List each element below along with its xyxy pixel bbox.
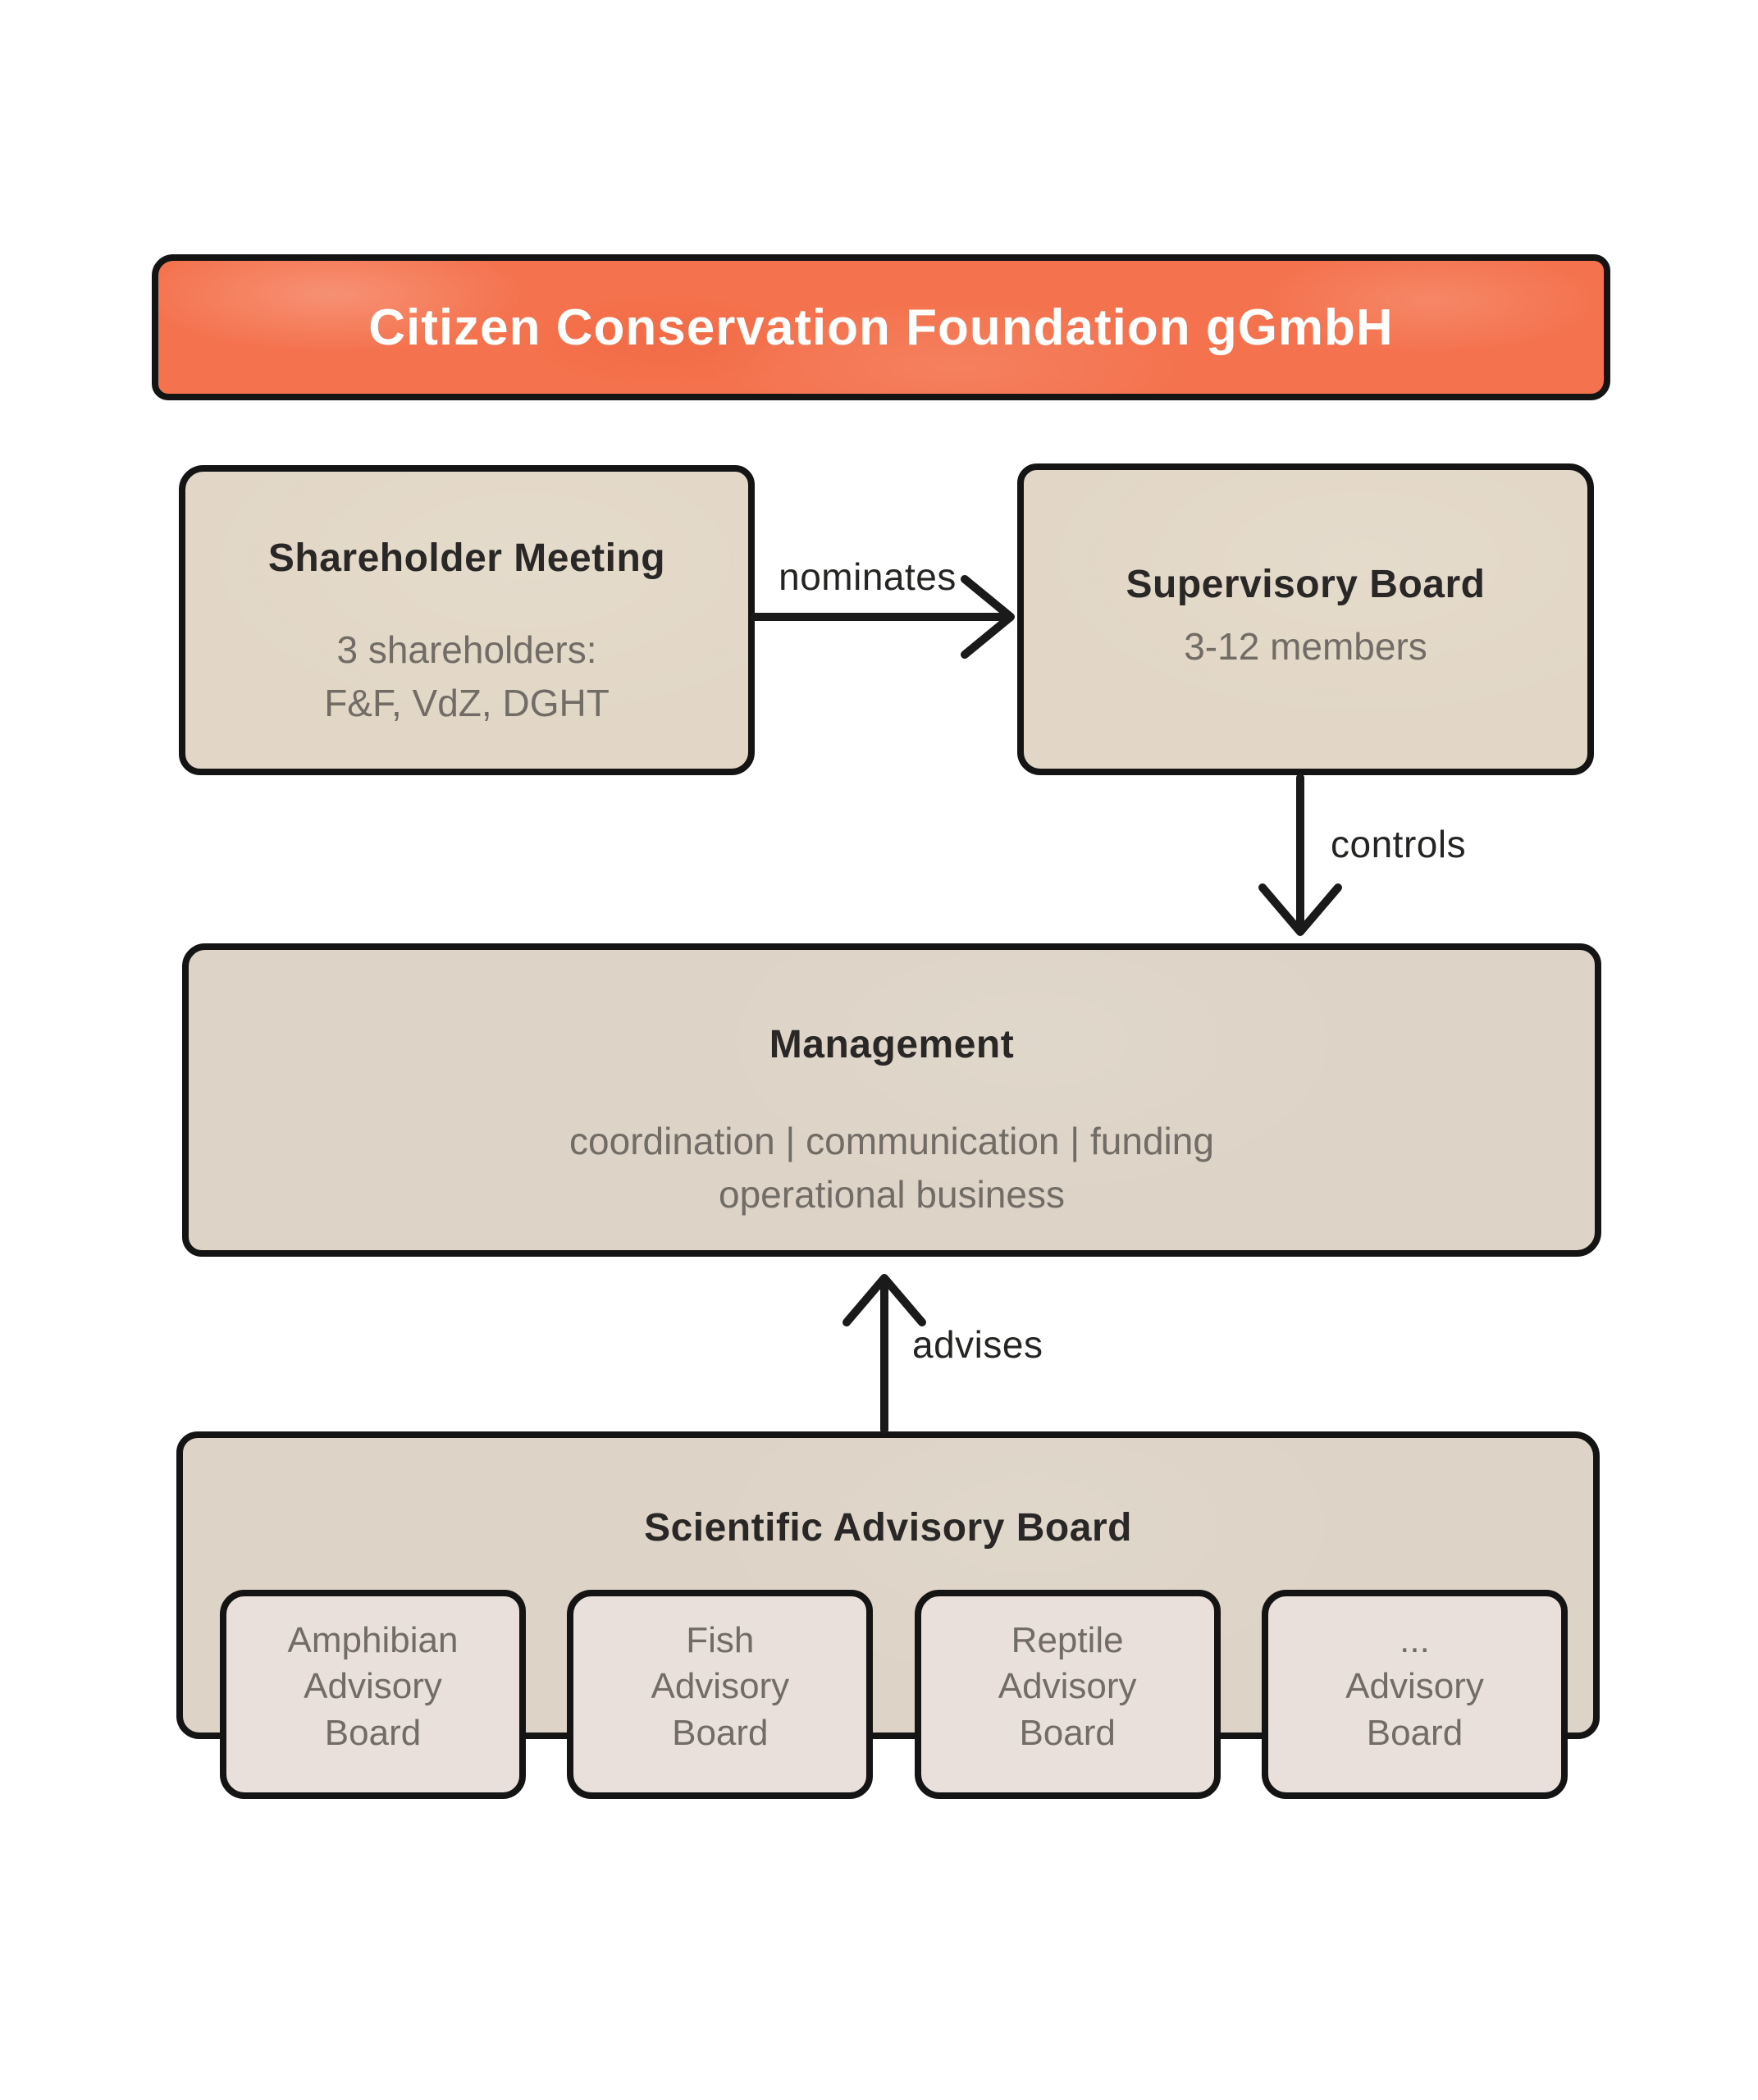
other-board-line2: Advisory <box>1345 1666 1484 1707</box>
other-board-line1: ... <box>1400 1620 1430 1660</box>
fish-board-line1: Fish <box>686 1620 755 1660</box>
controls-arrow <box>1263 778 1338 932</box>
foundation-title-box <box>152 254 1610 400</box>
amphibian-board-line3: Board <box>324 1712 422 1753</box>
shareholder-meeting-title: Shareholder Meeting <box>267 536 666 580</box>
nominates-label: nominates <box>779 555 957 598</box>
advises-label: advises <box>912 1323 1043 1366</box>
advisory-sub-boards-row <box>220 1590 1568 1799</box>
reptile-board-line2: Advisory <box>998 1666 1137 1707</box>
fish-board-line3: Board <box>672 1712 769 1753</box>
supervisory-board-detail: 3-12 members <box>1184 625 1427 668</box>
management-node <box>182 943 1601 1257</box>
other-advisory-board-node <box>1262 1590 1568 1799</box>
other-board-line3: Board <box>1366 1712 1463 1753</box>
fish-board-line2: Advisory <box>651 1666 790 1707</box>
management-title: Management <box>769 1023 1015 1066</box>
foundation-title: Citizen Conservation Foundation gGmbH <box>368 299 1394 356</box>
shareholder-meeting-detail: 3 shareholders: <box>336 628 597 671</box>
supervisory-board-title: Supervisory Board <box>1126 563 1486 606</box>
management-tasks-line1: coordination | communication | funding <box>569 1120 1214 1162</box>
controls-label: controls <box>1331 823 1467 865</box>
amphibian-board-line2: Advisory <box>304 1666 442 1707</box>
fish-advisory-board-node <box>567 1590 873 1799</box>
scientific-advisory-board-node <box>176 1431 1600 1753</box>
scientific-advisory-board-title: Scientific Advisory Board <box>644 1506 1132 1550</box>
amphibian-board-line1: Amphibian <box>287 1620 459 1660</box>
advises-arrow <box>847 1278 922 1430</box>
shareholder-meeting-members: F&F, VdZ, DGHT <box>324 682 610 725</box>
supervisory-board-node <box>1017 463 1594 775</box>
shareholder-meeting-node <box>179 465 755 775</box>
amphibian-advisory-board-node <box>220 1590 526 1799</box>
management-tasks-line2: operational business <box>719 1173 1065 1217</box>
reptile-board-line1: Reptile <box>1011 1620 1124 1660</box>
reptile-board-line3: Board <box>1019 1712 1116 1753</box>
reptile-advisory-board-node <box>915 1590 1221 1799</box>
